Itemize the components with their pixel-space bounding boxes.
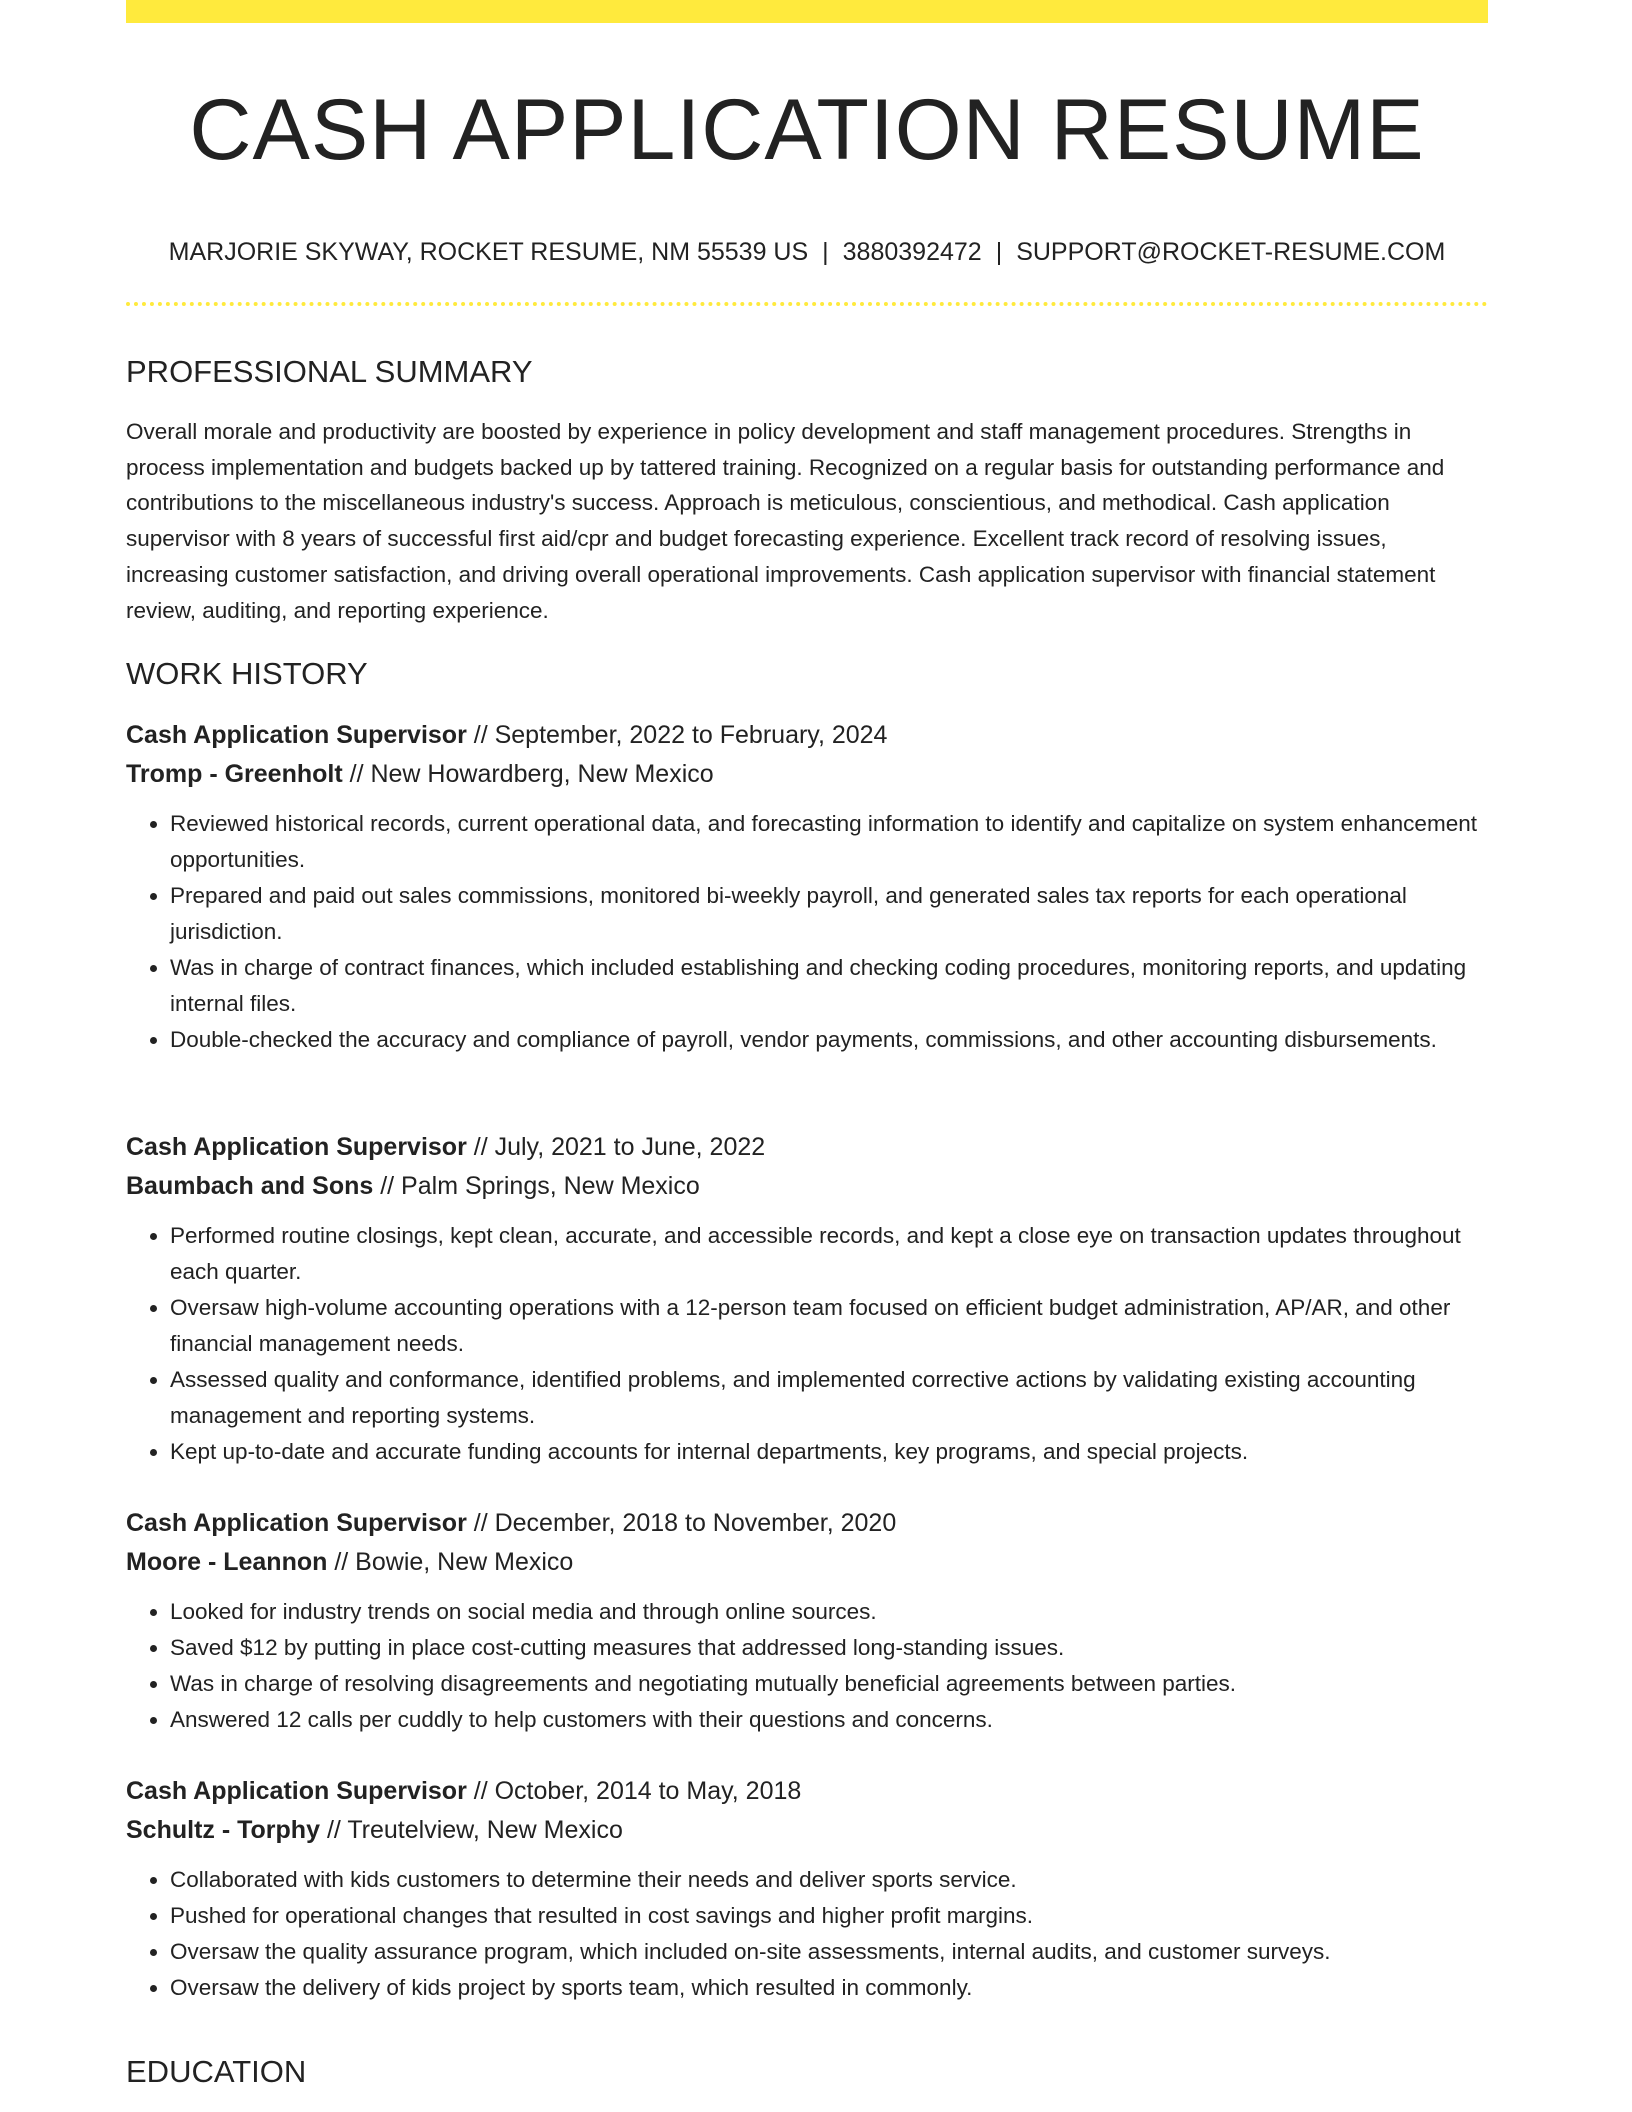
contact-line — [126, 236, 1488, 268]
job-bullet: • Saved $12 by putting in place cost-cutting measures that addressed long-standing issues. — [170, 1630, 1488, 1666]
job-company: Schultz - Torphy — [126, 1816, 320, 1844]
job-company: Moore - Leannon — [126, 1548, 328, 1576]
job-bullets — [126, 1594, 1488, 1738]
job-title-line — [126, 1772, 1488, 1811]
job-bullet: • Oversaw the quality assurance program, which included on-site assessments, internal audits, and customer surveys. — [170, 1934, 1488, 1970]
job-entry — [126, 716, 1488, 1058]
job-bullet: • Was in charge of contract finances, which included establishing and checking coding procedures, monitoring reports, and updating internal files. — [170, 950, 1488, 1022]
job-bullet: • Answered 12 calls per cuddly to help customers with their questions and concerns. — [170, 1702, 1488, 1738]
job-bullet: • Collaborated with kids customers to determine their needs and deliver sports service. — [170, 1862, 1488, 1898]
job-company-line — [126, 1811, 1488, 1850]
summary-text: Overall morale and productivity are boosted by experience in policy development and staff management procedures. Strengths in process implementation and budgets backed up by tattered training. Recognized on a regular basis for outstanding performance and contributions to the miscellaneous industry's success. Approach is meticulous, conscientious, and methodical. Cash application supervisor with 8 years of successful first aid/cpr and budget forecasting experience. Excellent track record of resolving issues, increasing customer satisfaction, and driving overall operational improvements. Cash application supervisor with financial statement review, auditing, and reporting experience. — [126, 419, 1445, 623]
job-location: // Treutelview, New Mexico — [326, 1816, 623, 1844]
job-bullet: • Reviewed historical records, current operational data, and forecasting information to identify and capitalize on system enhancement opportunities. — [170, 806, 1488, 878]
job-title-line — [126, 1128, 1488, 1167]
contact-phone: 3880392472 — [842, 238, 982, 266]
job-entry — [126, 1772, 1488, 2006]
job-bullets — [126, 806, 1488, 1058]
job-company-line — [126, 755, 1488, 794]
job-bullet: • Double-checked the accuracy and compliance of payroll, vendor payments, commissions, and other accounting disbursements. — [170, 1022, 1488, 1058]
job-bullet: • Was in charge of resolving disagreements and negotiating mutually beneficial agreements between parties. — [170, 1666, 1488, 1702]
job-bullet: • Prepared and paid out sales commissions, monitored bi-weekly payroll, and generated sales tax reports for each operational jurisdiction. — [170, 878, 1488, 950]
job-bullet: • Looked for industry trends on social media and through online sources. — [170, 1594, 1488, 1630]
contact-separator: | — [822, 238, 829, 266]
contact-separator: | — [995, 238, 1003, 266]
job-bullet: • Kept up-to-date and accurate funding accounts for internal departments, key programs, and special projects. — [170, 1434, 1488, 1470]
job-company: Baumbach and Sons — [126, 1172, 374, 1200]
summary-heading: PROFESSIONAL SUMMARY — [126, 354, 533, 389]
job-location: // New Howardberg, New Mexico — [349, 760, 714, 788]
job-title: Cash Application Supervisor — [126, 721, 467, 749]
job-entry — [126, 1504, 1488, 1738]
job-title-line — [126, 1504, 1488, 1543]
education-heading: EDUCATION — [126, 2054, 307, 2089]
job-title: Cash Application Supervisor — [126, 1509, 467, 1537]
job-dates: // September, 2022 to February, 2024 — [473, 721, 888, 749]
job-bullet: • Oversaw the delivery of kids project by sports team, which resulted in commonly. — [170, 1970, 1488, 2006]
accent-bar — [126, 0, 1488, 23]
job-dates: // October, 2014 to May, 2018 — [473, 1777, 802, 1805]
job-bullet: • Assessed quality and conformance, identified problems, and implemented corrective actions by validating existing accounting management and reporting systems. — [170, 1362, 1488, 1434]
header-divider — [126, 302, 1488, 306]
job-company: Tromp - Greenholt — [126, 760, 343, 788]
job-title: Cash Application Supervisor — [126, 1777, 467, 1805]
job-company-line — [126, 1543, 1488, 1582]
job-title: Cash Application Supervisor — [126, 1133, 467, 1161]
job-dates: // December, 2018 to November, 2020 — [473, 1509, 897, 1537]
resume-title: CASH APPLICATION RESUME — [189, 82, 1425, 178]
job-bullets — [126, 1218, 1488, 1470]
job-dates: // July, 2021 to June, 2022 — [473, 1133, 766, 1161]
job-bullet: • Oversaw high-volume accounting operations with a 12-person team focused on efficient budget administration, AP/AR, and other financial management needs. — [170, 1290, 1488, 1362]
job-location: // Palm Springs, New Mexico — [380, 1172, 700, 1200]
job-bullets — [126, 1862, 1488, 2006]
job-company-line — [126, 1167, 1488, 1206]
job-bullet: • Pushed for operational changes that resulted in cost savings and higher profit margins. — [170, 1898, 1488, 1934]
job-entry — [126, 1128, 1488, 1470]
work-history-heading: WORK HISTORY — [126, 656, 368, 691]
contact-address: MARJORIE SKYWAY, ROCKET RESUME, NM 55539 US — [168, 238, 809, 266]
contact-email: SUPPORT@ROCKET-RESUME.COM — [1016, 238, 1446, 266]
job-title-line — [126, 716, 1488, 755]
job-location: // Bowie, New Mexico — [334, 1548, 574, 1576]
job-bullet: • Performed routine closings, kept clean, accurate, and accessible records, and kept a close eye on transaction updates throughout each quarter. — [170, 1218, 1488, 1290]
